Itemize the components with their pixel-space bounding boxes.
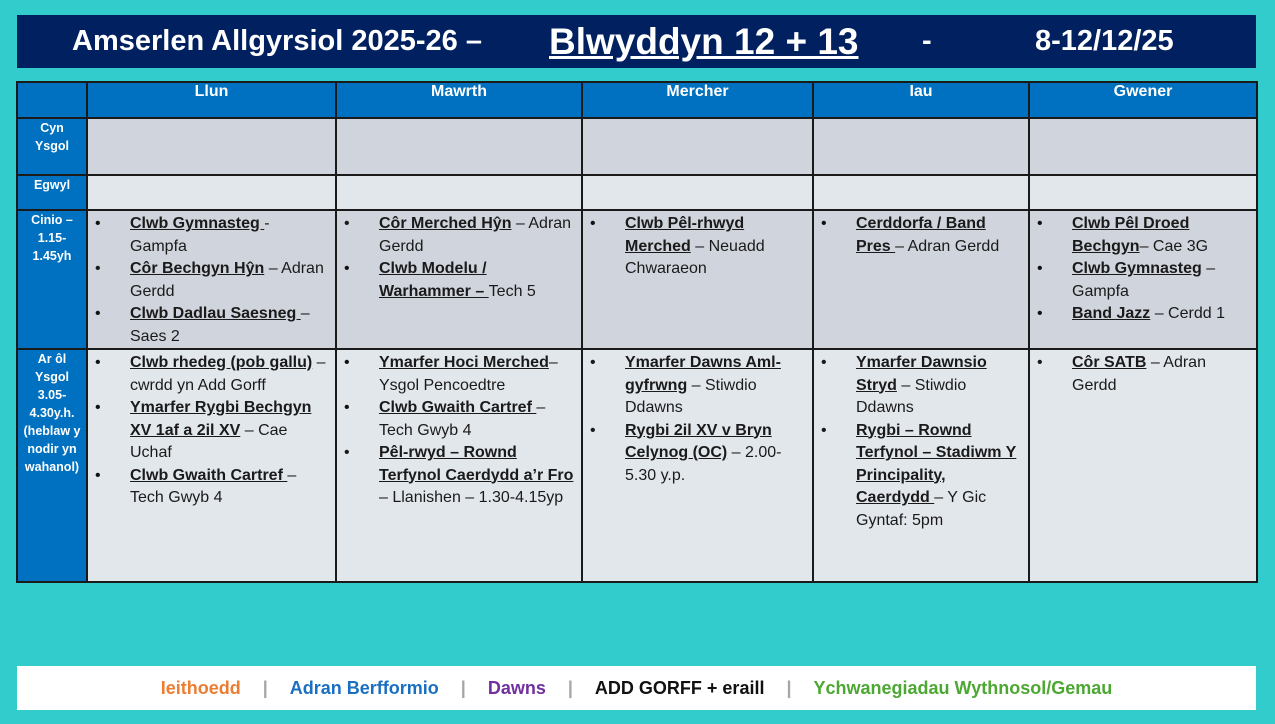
bullet-icon: • <box>344 444 350 461</box>
activity-location: Tech 5 <box>488 282 536 300</box>
bullet-icon: • <box>344 215 350 232</box>
activity-item <box>343 258 575 303</box>
legend-separator: | <box>460 677 466 698</box>
slot-break-fri <box>1029 175 1257 210</box>
activity-location: – Gampfa <box>1072 260 1216 300</box>
slot-break-mon <box>87 175 336 210</box>
bullet-icon: • <box>821 215 827 232</box>
week-dates: 8-12/12/25 <box>1035 25 1174 57</box>
timetable-row-after-school <box>17 349 1257 582</box>
activity-title: Clwb Gymnasteg <box>130 215 265 232</box>
activity-location: – Saes 2 <box>130 305 310 345</box>
day-header-wed: Mercher <box>582 82 813 118</box>
activity-list <box>583 211 812 281</box>
activity-item <box>94 352 329 397</box>
activity-location: – Cae Uchaf <box>130 421 288 461</box>
activity-list <box>583 350 812 487</box>
slot-after-school-mon <box>87 349 336 582</box>
activity-title: Ymarfer Rygbi Bechgyn XV 1af a 2il XV <box>130 399 312 439</box>
legend-separator: | <box>262 677 268 698</box>
activity-title: Clwb Modelu / Warhammer – <box>379 260 489 300</box>
page-header <box>17 15 1256 68</box>
row-label-before-school: Cyn Ysgol <box>17 118 87 175</box>
activity-item <box>589 420 806 488</box>
day-header-mon: Llun <box>87 82 336 118</box>
activity-location: – Stiwdio Ddawns <box>856 376 967 416</box>
activity-location: – Adran Gerdd <box>895 237 1000 255</box>
activity-location: – Y Gic Gyntaf: 5pm <box>856 489 987 529</box>
bullet-icon: • <box>1037 215 1043 232</box>
legend-languages: Ieithoedd <box>160 677 241 698</box>
slot-lunch-fri <box>1029 210 1257 349</box>
row-label-break: Egwyl <box>17 175 87 210</box>
activity-title: Cerddorfa / Band Pres <box>856 215 986 255</box>
activity-title: Pêl-rwyd – Rownd Terfynol Caerdydd a’r Fro <box>379 444 574 484</box>
bullet-icon: • <box>95 399 101 416</box>
bullet-icon: • <box>95 466 101 484</box>
bullet-icon: • <box>344 260 350 277</box>
activity-item <box>94 397 329 465</box>
day-header-thu: Iau <box>813 82 1029 118</box>
activity-item <box>343 397 575 442</box>
bullet-icon: • <box>821 421 827 439</box>
slot-after-school-thu <box>813 349 1029 582</box>
activity-title: Clwb Gwaith Cartref <box>130 466 288 484</box>
activity-title: Clwb rhedeg (pob gallu) <box>130 354 313 371</box>
activity-title: Clwb Dadlau Saesneg <box>130 305 301 322</box>
bullet-icon: • <box>95 305 101 322</box>
activity-title: Clwb Gymnasteg <box>1072 260 1202 277</box>
activity-list <box>814 211 1028 258</box>
activity-list <box>1030 350 1256 397</box>
activity-location: – Cerdd 1 <box>1150 305 1225 322</box>
activity-location: – 2.00-5.30 y.p. <box>625 444 782 484</box>
activity-title: Côr SATB <box>1072 354 1147 371</box>
bullet-icon: • <box>1037 305 1043 322</box>
day-header-tue: Mawrth <box>336 82 582 118</box>
title-separator: - <box>922 25 932 57</box>
activity-title: Ymarfer Hoci Merched <box>379 354 549 371</box>
row-label-lunch: Cinio – 1.15- 1.45yh <box>17 210 87 349</box>
activity-location: – Tech Gwyb 4 <box>130 466 297 506</box>
bullet-icon: • <box>590 215 596 232</box>
activity-item <box>1036 303 1250 326</box>
activity-title: Clwb Pêl Droed Bechgyn <box>1072 215 1190 255</box>
activity-location: – Cae 3G <box>1139 237 1209 255</box>
activity-item <box>94 213 329 258</box>
activity-item <box>1036 258 1250 303</box>
bullet-icon: • <box>344 399 350 416</box>
legend-weekly-games: Ychwanegiadau Wythnosol/Gemau <box>813 677 1113 698</box>
activity-item <box>589 213 806 281</box>
activity-location: – Ysgol Pencoedtre <box>379 354 558 394</box>
colour-legend <box>17 666 1256 710</box>
row-label-after-school: Ar ôl Ysgol 3.05- 4.30y.h. (heblaw y nodir yn wahanol) <box>17 349 87 582</box>
legend-pe-other: ADD GORFF + eraill <box>594 677 765 698</box>
activity-location: – Adran Gerdd <box>1072 354 1206 394</box>
activity-list <box>337 211 581 303</box>
activity-item <box>1036 213 1250 258</box>
activity-list <box>1030 211 1256 326</box>
bullet-icon: • <box>590 354 596 371</box>
activity-item <box>820 352 1022 420</box>
slot-lunch-tue <box>336 210 582 349</box>
bullet-icon: • <box>95 260 101 277</box>
timetable-row-break <box>17 175 1257 210</box>
bullet-icon: • <box>590 421 596 439</box>
day-header-fri: Gwener <box>1029 82 1257 118</box>
activity-list <box>88 211 335 348</box>
activity-title: Rygbi – Rownd Terfynol – Stadiwm Y Principality, Caerdydd <box>856 421 1017 506</box>
slot-break-wed <box>582 175 813 210</box>
activity-list <box>337 350 581 510</box>
timetable-row-before-school <box>17 118 1257 175</box>
activity-item <box>589 352 806 420</box>
activity-location: – Tech Gwyb 4 <box>379 399 546 439</box>
bullet-icon: • <box>344 354 350 371</box>
activity-location: – Adran Gerdd <box>379 215 572 255</box>
slot-lunch-thu <box>813 210 1029 349</box>
activity-item <box>94 465 329 510</box>
bullet-icon: • <box>821 354 827 371</box>
activity-location: – Llanishen – 1.30-4.15yp <box>379 489 564 506</box>
timetable <box>16 81 1258 583</box>
legend-separator: | <box>786 677 792 698</box>
activity-title: Band Jazz <box>1072 305 1151 322</box>
activity-item <box>94 258 329 303</box>
timetable-title: Amserlen Allgyrsiol 2025-26 – <box>72 25 482 57</box>
activity-title: Clwb Gwaith Cartref <box>379 399 537 416</box>
slot-before-school-thu <box>813 118 1029 175</box>
slot-lunch-mon <box>87 210 336 349</box>
slot-before-school-mon <box>87 118 336 175</box>
activity-location: – cwrdd yn Add Gorff <box>130 354 326 394</box>
slot-after-school-wed <box>582 349 813 582</box>
bullet-icon: • <box>1037 260 1043 277</box>
slot-before-school-wed <box>582 118 813 175</box>
bullet-icon: • <box>95 354 101 371</box>
legend-separator: | <box>567 677 573 698</box>
activity-item <box>820 420 1022 533</box>
activity-item <box>343 213 575 258</box>
activity-title: Côr Bechgyn Hŷn <box>130 260 265 277</box>
activity-list <box>88 350 335 510</box>
bullet-icon: • <box>95 215 101 232</box>
activity-title: Ymarfer Dawns Aml-gyfrwng <box>625 354 781 394</box>
legend-dance: Dawns <box>487 677 546 698</box>
activity-item <box>820 213 1022 258</box>
activity-location: – Neuadd Chwaraeon <box>625 237 765 277</box>
corner-cell <box>17 82 87 118</box>
activity-list <box>814 350 1028 532</box>
day-header-row <box>17 82 1257 118</box>
activity-title: Côr Merched Hŷn <box>379 215 512 232</box>
activity-title: Rygbi 2il XV v Bryn Celynog (OC) <box>625 421 772 461</box>
year-group-title: Blwyddyn 12 + 13 <box>549 21 859 62</box>
legend-performing: Adran Berfformio <box>289 677 439 698</box>
timetable-row-lunch <box>17 210 1257 349</box>
bullet-icon: • <box>1037 354 1043 371</box>
slot-after-school-tue <box>336 349 582 582</box>
activity-location: - Gampfa <box>130 215 270 255</box>
slot-before-school-fri <box>1029 118 1257 175</box>
slot-break-tue <box>336 175 582 210</box>
slot-lunch-wed <box>582 210 813 349</box>
slot-break-thu <box>813 175 1029 210</box>
activity-location: – Adran Gerdd <box>130 260 324 300</box>
activity-location: – Stiwdio Ddawns <box>625 376 757 416</box>
activity-item <box>94 303 329 348</box>
activity-title: Clwb Pêl-rhwyd Merched <box>625 215 745 255</box>
activity-title: Ymarfer Dawnsio Stryd <box>856 354 987 394</box>
slot-after-school-fri <box>1029 349 1257 582</box>
activity-item <box>1036 352 1250 397</box>
activity-item <box>343 442 575 510</box>
slot-before-school-tue <box>336 118 582 175</box>
activity-item <box>343 352 575 397</box>
